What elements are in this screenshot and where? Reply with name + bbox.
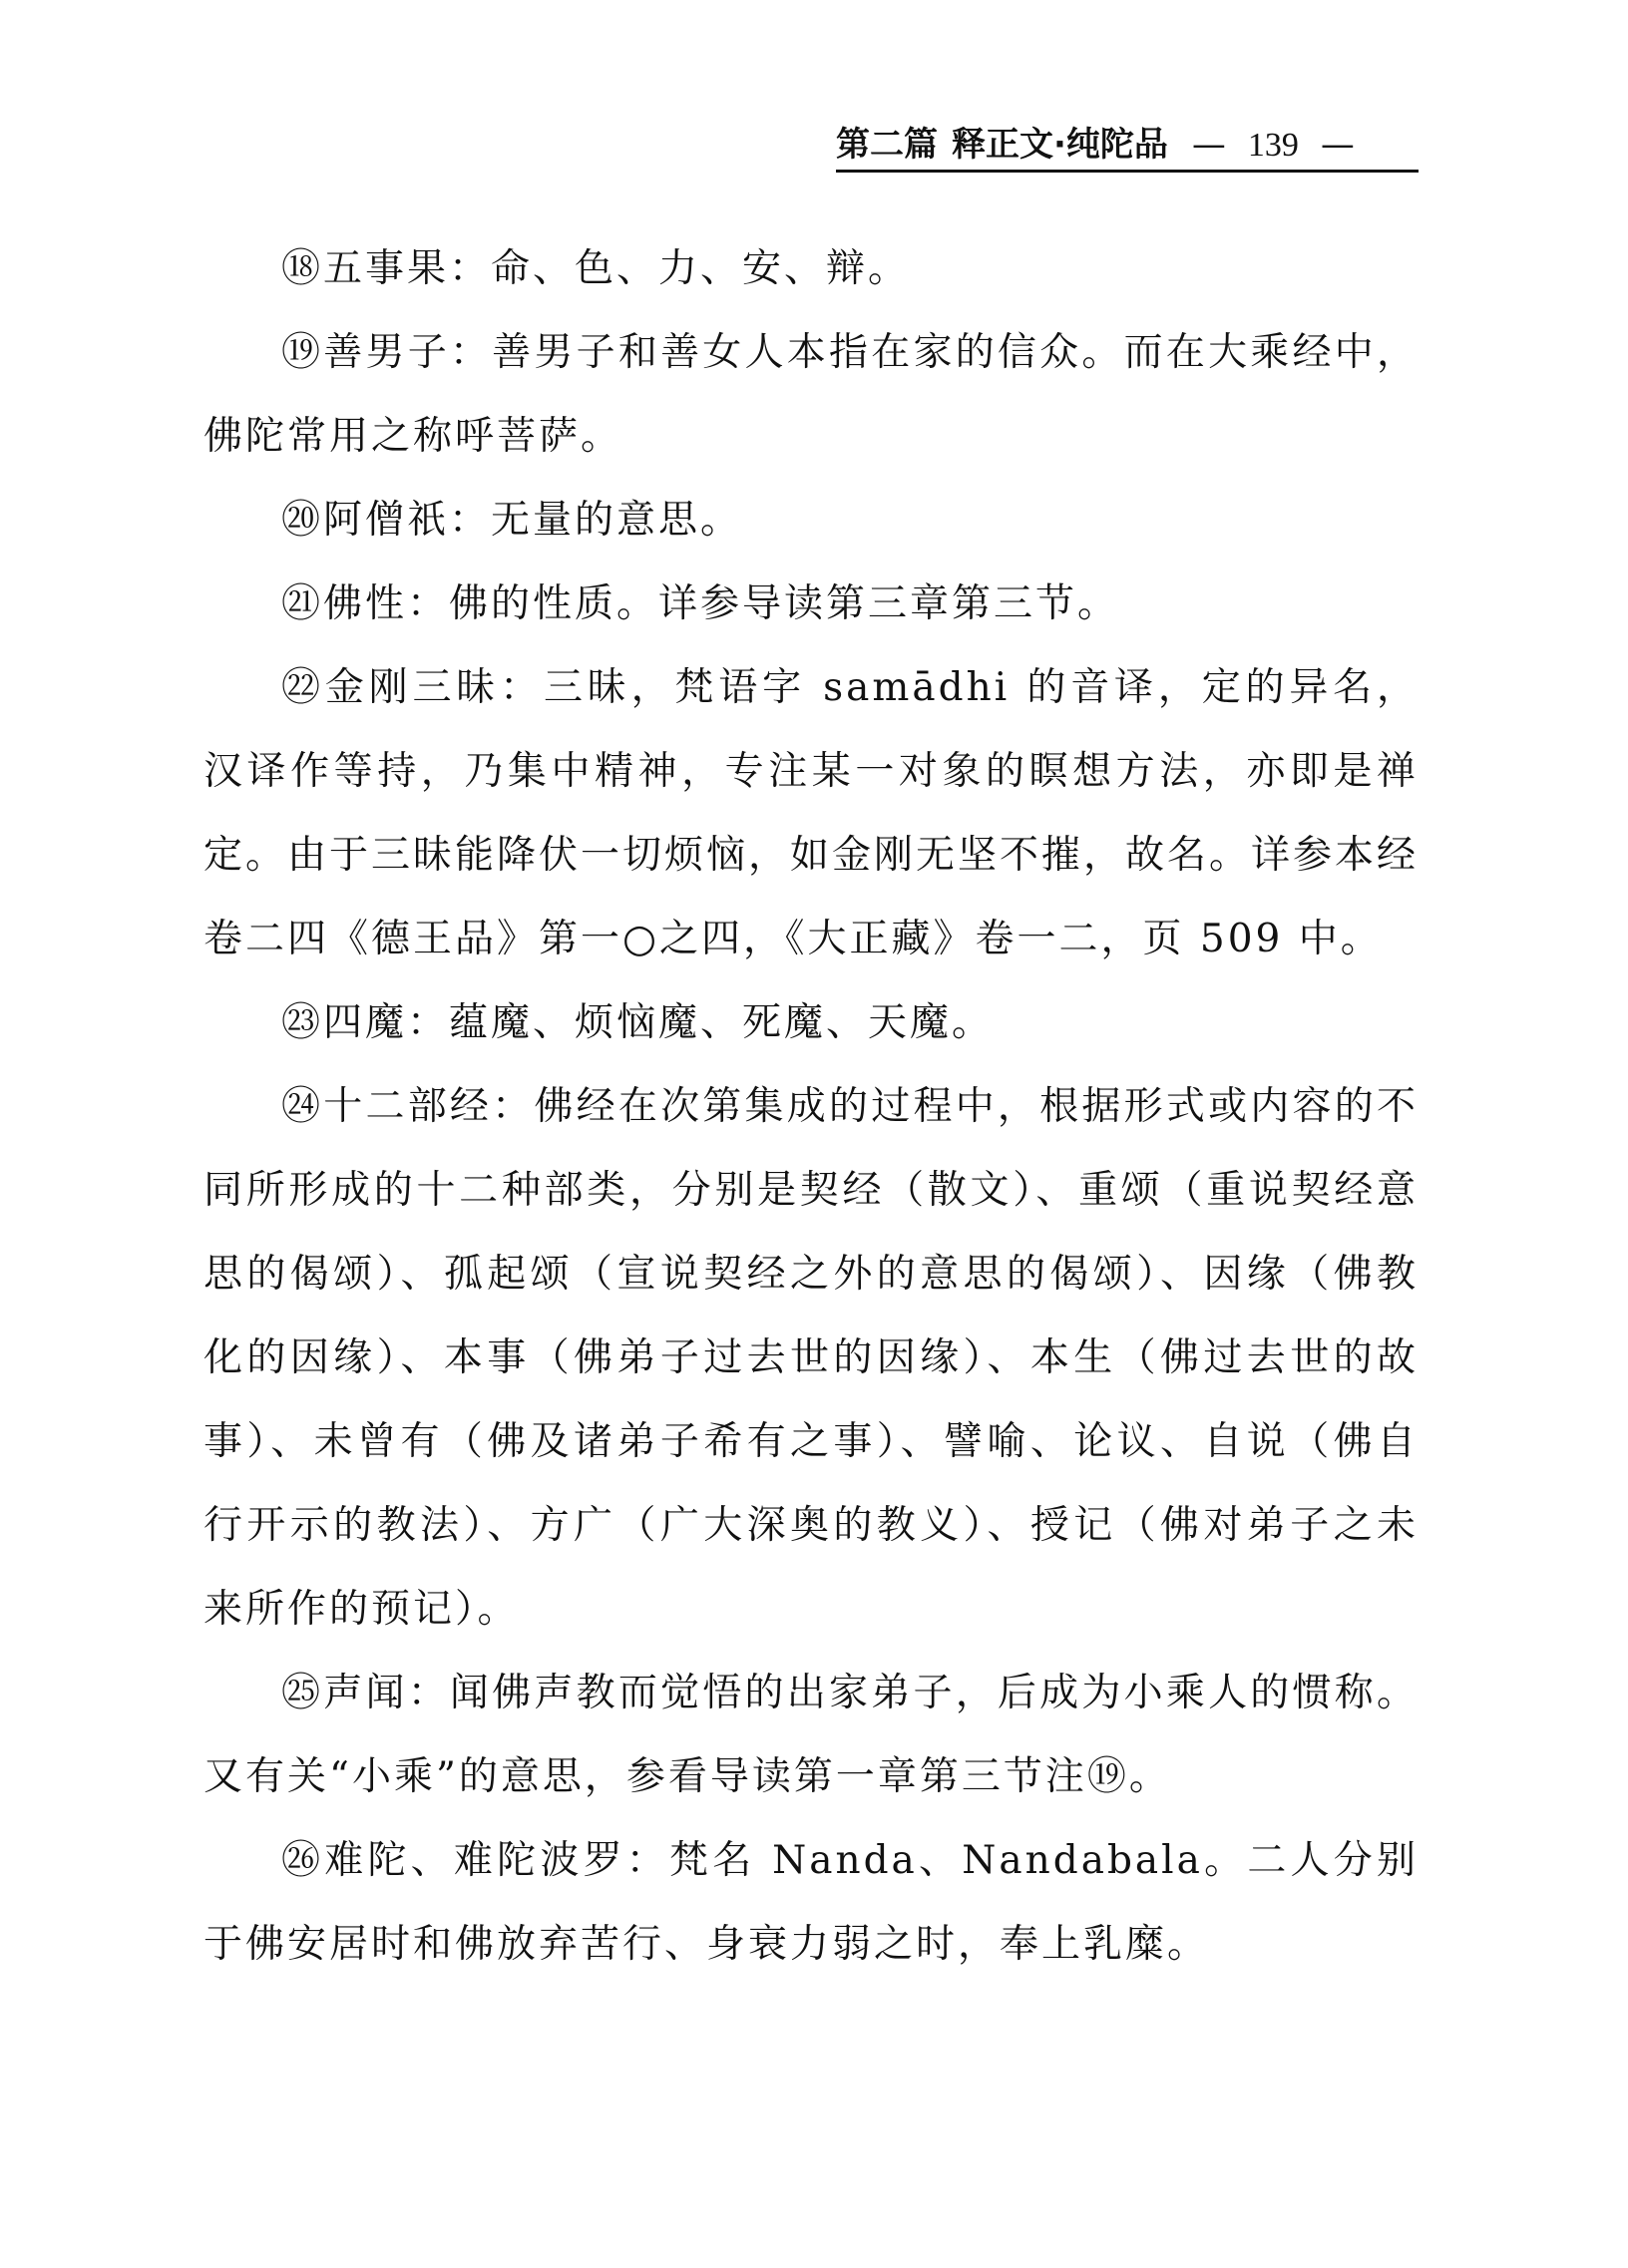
note-number: ⑳ (281, 498, 324, 543)
note-text: 阿僧祇：无量的意思。 (323, 498, 743, 543)
note-number: ⑲ (281, 330, 324, 375)
note-19 (204, 311, 1419, 479)
note-number: ⑱ (281, 246, 324, 291)
note-24 (204, 1065, 1419, 1652)
note-number: ㉑ (281, 581, 324, 626)
note-number: ㉔ (281, 1084, 324, 1129)
note-text: 四魔：蕴魔、烦恼魔、死魔、天魔。 (323, 1000, 995, 1045)
note-number: ㉕ (281, 1671, 324, 1715)
note-text: 十二部经：佛经在次第集成的过程中，根据形式或内容的不同所形成的十二种部类，分别是契经（散文）、重颂（重说契经意思的偈颂）、孤起颂（宣说契经之外的意思的偈颂）、因缘（佛教化的因缘）、本事（佛弟子过去世的因缘）、本生（佛过去世的故事）、未曾有（佛及诸弟子希有之事）、譬喻、论议、自说（佛自行开示的教法）、方广（广大深奥的教义）、授记（佛对弟子之未来所作的预记）。 (204, 1084, 1419, 1632)
note-text: 难陀、难陀波罗：梵名 Nanda、Nandabala。二人分别于佛安居时和佛放弃苦行、身衰力弱之时，奉上乳糜。 (204, 1838, 1419, 1967)
note-text: 佛性：佛的性质。详参导读第三章第三节。 (323, 581, 1120, 626)
note-26 (204, 1819, 1419, 1987)
note-25 (204, 1652, 1419, 1819)
note-number: ㉒ (281, 665, 324, 710)
note-number: ㉖ (281, 1838, 324, 1883)
notes-body (204, 227, 1419, 1987)
note-text: 五事果：命、色、力、安、辩。 (323, 246, 911, 291)
note-22 (204, 646, 1419, 981)
note-18 (204, 227, 1419, 311)
header-section: 第二篇 (836, 125, 938, 165)
header-chapter-title: 释正文·纯陀品 (952, 125, 1168, 165)
note-20 (204, 479, 1419, 563)
running-header (836, 122, 1419, 173)
note-21 (204, 563, 1419, 646)
page-number: 139 (1247, 127, 1299, 164)
header-dash-left: — (1191, 125, 1226, 165)
note-text: 善男子：善男子和善女人本指在家的信众。而在大乘经中，佛陀常用之称呼菩萨。 (204, 330, 1419, 459)
note-23 (204, 981, 1419, 1065)
header-dash-right: — (1320, 125, 1355, 165)
note-text: 声闻：闻佛声教而觉悟的出家弟子，后成为小乘人的惯称。又有关“小乘”的意思，参看导读第一章第三节注⑲。 (204, 1671, 1419, 1799)
note-number: ㉓ (281, 1000, 324, 1045)
note-text: 金刚三昧：三昧，梵语字 samādhi 的音译，定的异名，汉译作等持，乃集中精神，专注某一对象的瞑想方法，亦即是禅定。由于三昧能降伏一切烦恼，如金刚无坚不摧，故名。详参本经卷二四《德王品》第一○之四，《大正藏》卷一二，页 509 中。 (204, 665, 1420, 961)
